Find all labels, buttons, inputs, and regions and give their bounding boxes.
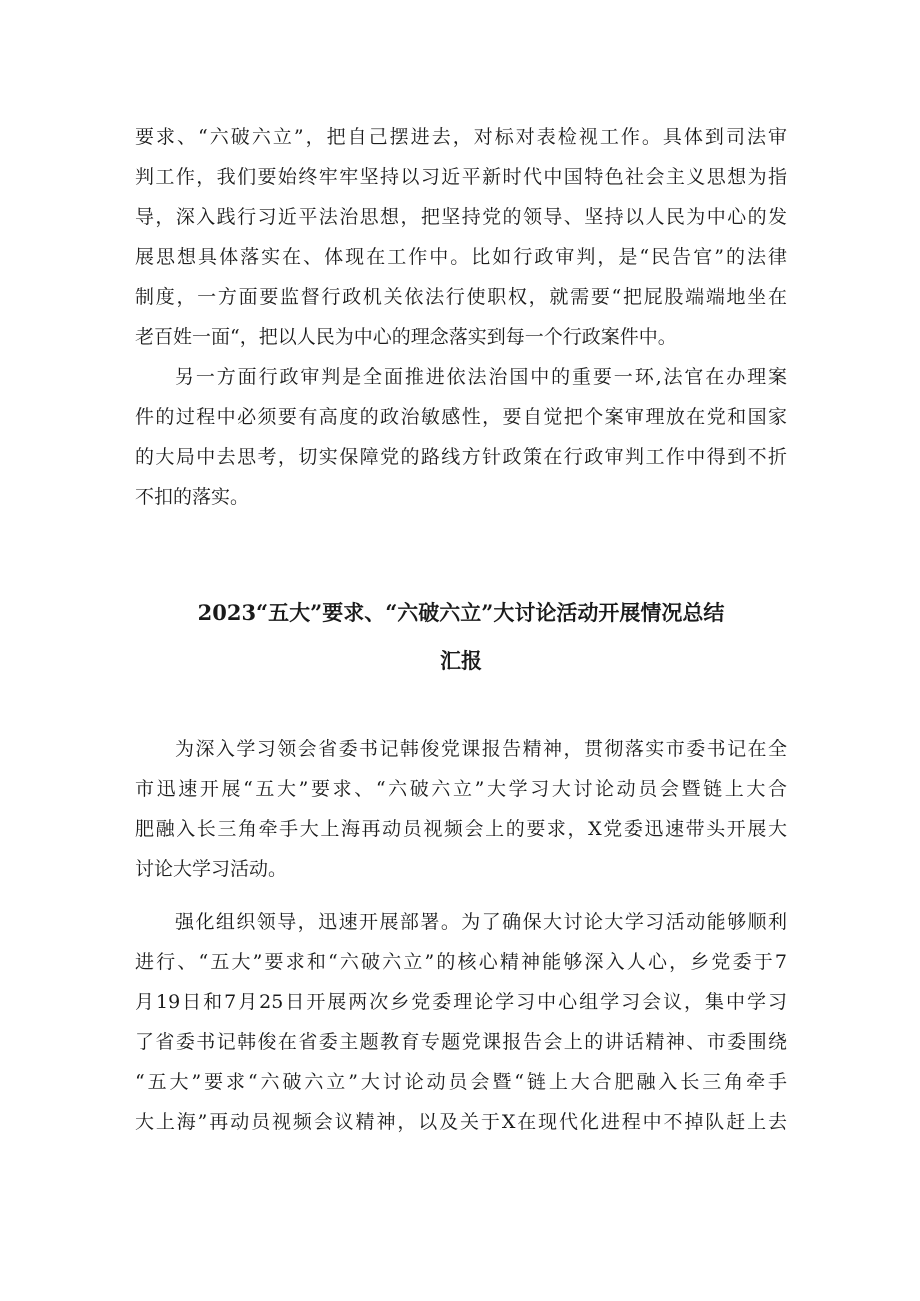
body-text-line: “五大”要求“六破六立”大讨论动员会暨“链上大合肥融入长三角牵手 (135, 1071, 787, 1093)
section-heading: 2023“五大”要求、“六破六立”大讨论活动开展情况总结 (197, 600, 725, 625)
body-text-line: 另一方面行政审判是全面推进依法治国中的重要一环,法官在办理案 (175, 366, 787, 388)
body-text-line: 展思想具体落实在、体现在工作中。比如行政审判，是“民告官”的法律 (135, 246, 787, 268)
body-text-line: 老百姓一面“，把以人民为中心的理念落实到每一个行政案件中。 (135, 326, 677, 348)
body-text-line: 为深入学习领会省委书记韩俊党课报告精神，贯彻落实市委书记在全 (175, 738, 787, 760)
body-text-line: 肥融入长三角牵手大上海再动员视频会上的要求，X党委迅速带头开展大 (135, 818, 787, 840)
body-text-line: 月19日和7月25日开展两次乡党委理论学习中心组学习会议，集中学习 (135, 991, 787, 1013)
body-text-line: 了省委书记韩俊在省委主题教育专题党课报告会上的讲话精神、市委围绕 (135, 1031, 787, 1053)
body-text-line: 判工作，我们要始终牢牢坚持以习近平新时代中国特色社会主义思想为指 (135, 166, 787, 188)
body-text-line: 制度，一方面要监督行政机关依法行使职权，就需要“把屁股端端地坐在 (135, 286, 787, 308)
body-text-line: 的大局中去思考，切实保障党的路线方针政策在行政审判工作中得到不折 (135, 446, 787, 468)
body-text-line: 讨论大学习活动。 (135, 858, 288, 880)
body-text-line: 市迅速开展“五大”要求、“六破六立”大学习大讨论动员会暨链上大合 (135, 778, 787, 800)
body-text-line: 导，深入践行习近平法治思想，把坚持党的领导、坚持以人民为中心的发 (135, 206, 787, 228)
body-text-line: 进行、“五大”要求和“六破六立”的核心精神能够深入人心，乡党委于7 (135, 951, 787, 973)
body-text-line: 强化组织领导，迅速开展部署。为了确保大讨论大学习活动能够顺利 (175, 911, 787, 933)
body-text-line: 不扣的落实。 (135, 486, 250, 508)
body-text-line: 件的过程中必须要有高度的政治敏感性，要自觉把个案审理放在党和国家 (135, 406, 787, 428)
section-heading-continued: 汇报 (440, 648, 482, 673)
body-text-line: 要求、“六破六立”，把自己摆进去，对标对表检视工作。具体到司法审 (135, 126, 787, 148)
body-text-line: 大上海”再动员视频会议精神，以及关于X在现代化进程中不掉队赶上去 (135, 1111, 787, 1133)
